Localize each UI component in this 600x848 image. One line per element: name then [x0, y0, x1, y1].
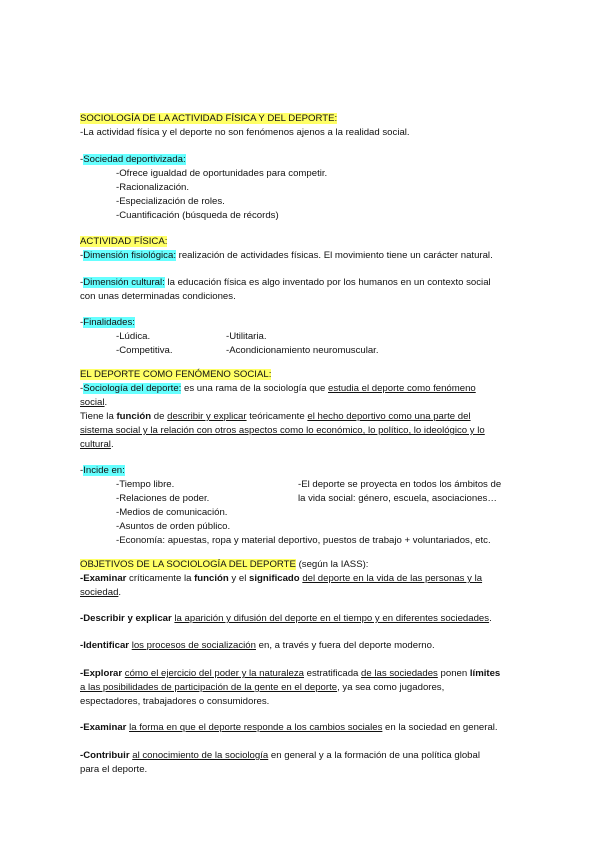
underlined-text: los procesos de socialización — [131, 640, 256, 651]
underlined-text: a las posibilidades de participación de la gente en el deporte — [80, 682, 338, 693]
incide-item: -Tiempo libre. — [116, 479, 175, 490]
incide-heading — [80, 465, 125, 477]
finalidad-item: -Utilitaria. — [226, 331, 267, 342]
finalidades-label: Finalidades: — [83, 317, 135, 328]
underlined-text: cultural — [80, 439, 111, 450]
text: (según la IASS): — [295, 559, 369, 570]
underlined-text: del deporte en la vida de las personas y la — [302, 573, 483, 584]
funcion-line-3 — [80, 439, 114, 451]
section-title-text: ACTIVIDAD FÍSICA: — [80, 236, 168, 247]
text: . — [110, 439, 114, 450]
text: teóricamente — [246, 411, 308, 422]
sociedad-deportivizada-label: Sociedad deportivizada: — [83, 154, 186, 165]
intro-line: -La actividad física y el deporte no son fenómenos ajenos a la realidad social. — [80, 127, 410, 138]
text: en la sociedad en general. — [382, 722, 498, 733]
dash: - — [80, 250, 84, 261]
incide-item: -Medios de comunicación. — [116, 507, 228, 518]
incide-right-text: la vida social: género, escuela, asociaciones… — [298, 493, 497, 504]
underlined-text: la aparición y difusión del deporte en el tiempo y en diferentes sociedades — [174, 613, 490, 624]
sociologia-deporte-line-2 — [80, 397, 107, 409]
dimension-cultural-line-2: con unas determinadas condiciones. — [80, 291, 236, 302]
dimension-fisiologica-label: Dimensión fisiológica: — [83, 250, 176, 261]
bold-text: -Examinar — [80, 573, 127, 584]
underlined-text: la forma en que el deporte responde a los cambios sociales — [129, 722, 383, 733]
underlined-text: sistema social y la relación con otros aspectos como lo económico, lo político, lo ideológico y lo — [80, 425, 485, 436]
dimension-fisiologica-text: realización de actividades físicas. El movimiento tiene un carácter natural. — [175, 250, 493, 261]
incide-item: -Economía: apuestas, ropa y material deportivo, puestos de trabajo + voluntariados, etc. — [116, 535, 491, 546]
underlined-text: sociedad — [80, 587, 119, 598]
section-title-text: EL DEPORTE COMO FENÓMENO SOCIAL: — [80, 369, 272, 380]
list-item: -Cuantificación (búsqueda de récords) — [116, 210, 279, 221]
bold-text: límites — [469, 668, 501, 679]
dimension-cultural-text: la educación física es algo inventado por los humanos en un contexto social — [164, 277, 491, 288]
objetivo-identificar — [80, 640, 435, 652]
text: es una rama de la sociología que — [181, 383, 329, 394]
text: ponen — [437, 668, 470, 679]
bold-text: significado — [249, 573, 300, 584]
section-title-actividad-fisica — [80, 236, 167, 248]
dash: - — [80, 465, 84, 476]
bold-text: -Describir y explicar — [80, 613, 172, 624]
finalidad-item: -Acondicionamiento neuromuscular. — [226, 345, 379, 356]
list-item: -Racionalización. — [116, 182, 190, 193]
finalidades-heading — [80, 317, 135, 329]
bold-text: función — [194, 573, 229, 584]
dimension-cultural-line — [80, 277, 491, 289]
objetivo-explorar-line-3: espectadores, trabajadores o consumidores. — [80, 696, 270, 707]
underlined-text: al conocimiento de la sociología — [132, 750, 269, 761]
text: , ya sea como jugadores, — [337, 682, 445, 693]
dash: - — [80, 383, 84, 394]
dash: - — [80, 317, 84, 328]
text: de — [151, 411, 168, 422]
bold-text: -Examinar — [80, 722, 127, 733]
text: en general y a la formación de una política global — [268, 750, 480, 761]
section-title-sociologia — [80, 113, 337, 125]
dash: - — [80, 154, 84, 165]
dimension-cultural-label: Dimensión cultural: — [83, 277, 165, 288]
incide-right-text: -El deporte se proyecta en todos los ámbitos de — [298, 479, 502, 490]
sociologia-deporte-line — [80, 383, 476, 395]
bold-text: -Identificar — [80, 640, 130, 651]
underlined-text: de las sociedades — [361, 668, 438, 679]
sociedad-deportivizada-heading — [80, 154, 186, 166]
list-item: -Ofrece igualdad de oportunidades para competir. — [116, 168, 328, 179]
incide-item: -Asuntos de orden público. — [116, 521, 231, 532]
section-title-deporte-fenomeno — [80, 369, 271, 381]
sociologia-deporte-label: Sociología del deporte: — [83, 383, 182, 394]
objetivo-explorar-line-2 — [80, 682, 444, 694]
text: y el — [228, 573, 250, 584]
text: en, a través y fuera del deporte moderno. — [255, 640, 435, 651]
section-title-text: SOCIOLOGÍA DE LA ACTIVIDAD FÍSICA Y DEL DEPORTE: — [80, 113, 338, 124]
finalidad-item: -Lúdica. — [116, 331, 151, 342]
underlined-text: describir y explicar — [167, 411, 247, 422]
dimension-fisiologica-line — [80, 250, 493, 262]
objetivo-explorar — [80, 668, 500, 680]
objetivo-contribuir-line-2: para el deporte. — [80, 764, 148, 775]
section-title-objetivos — [80, 559, 368, 571]
objetivo-examinar — [80, 573, 482, 585]
text: . — [489, 613, 492, 624]
text: Tiene la — [80, 411, 117, 422]
list-item: -Especialización de roles. — [116, 196, 225, 207]
underlined-text: social — [80, 397, 105, 408]
objetivo-examinar-cambios — [80, 722, 498, 734]
finalidad-item: -Competitiva. — [116, 345, 173, 356]
bold-text: -Explorar — [80, 668, 123, 679]
text: . — [104, 397, 108, 408]
incide-item: -Relaciones de poder. — [116, 493, 210, 504]
objetivo-examinar-line-2 — [80, 587, 121, 599]
text: críticamente la — [126, 573, 195, 584]
underlined-text: el hecho deportivo como una parte del — [307, 411, 471, 422]
text: . — [118, 587, 122, 598]
text: estratificada — [303, 668, 362, 679]
incide-label: Incide en: — [83, 465, 125, 476]
funcion-line-2 — [80, 425, 485, 437]
bold-text: función — [116, 411, 152, 422]
underlined-text: cómo el ejercicio del poder y la naturaleza — [124, 668, 304, 679]
objetivo-describir — [80, 613, 492, 625]
section-title-text: OBJETIVOS DE LA SOCIOLOGÍA DEL DEPORTE — [80, 559, 296, 570]
funcion-line — [80, 411, 471, 423]
underlined-text: estudia el deporte como fenómeno — [328, 383, 476, 394]
objetivo-contribuir — [80, 750, 480, 762]
bold-text: -Contribuir — [80, 750, 130, 761]
dash: - — [80, 277, 84, 288]
